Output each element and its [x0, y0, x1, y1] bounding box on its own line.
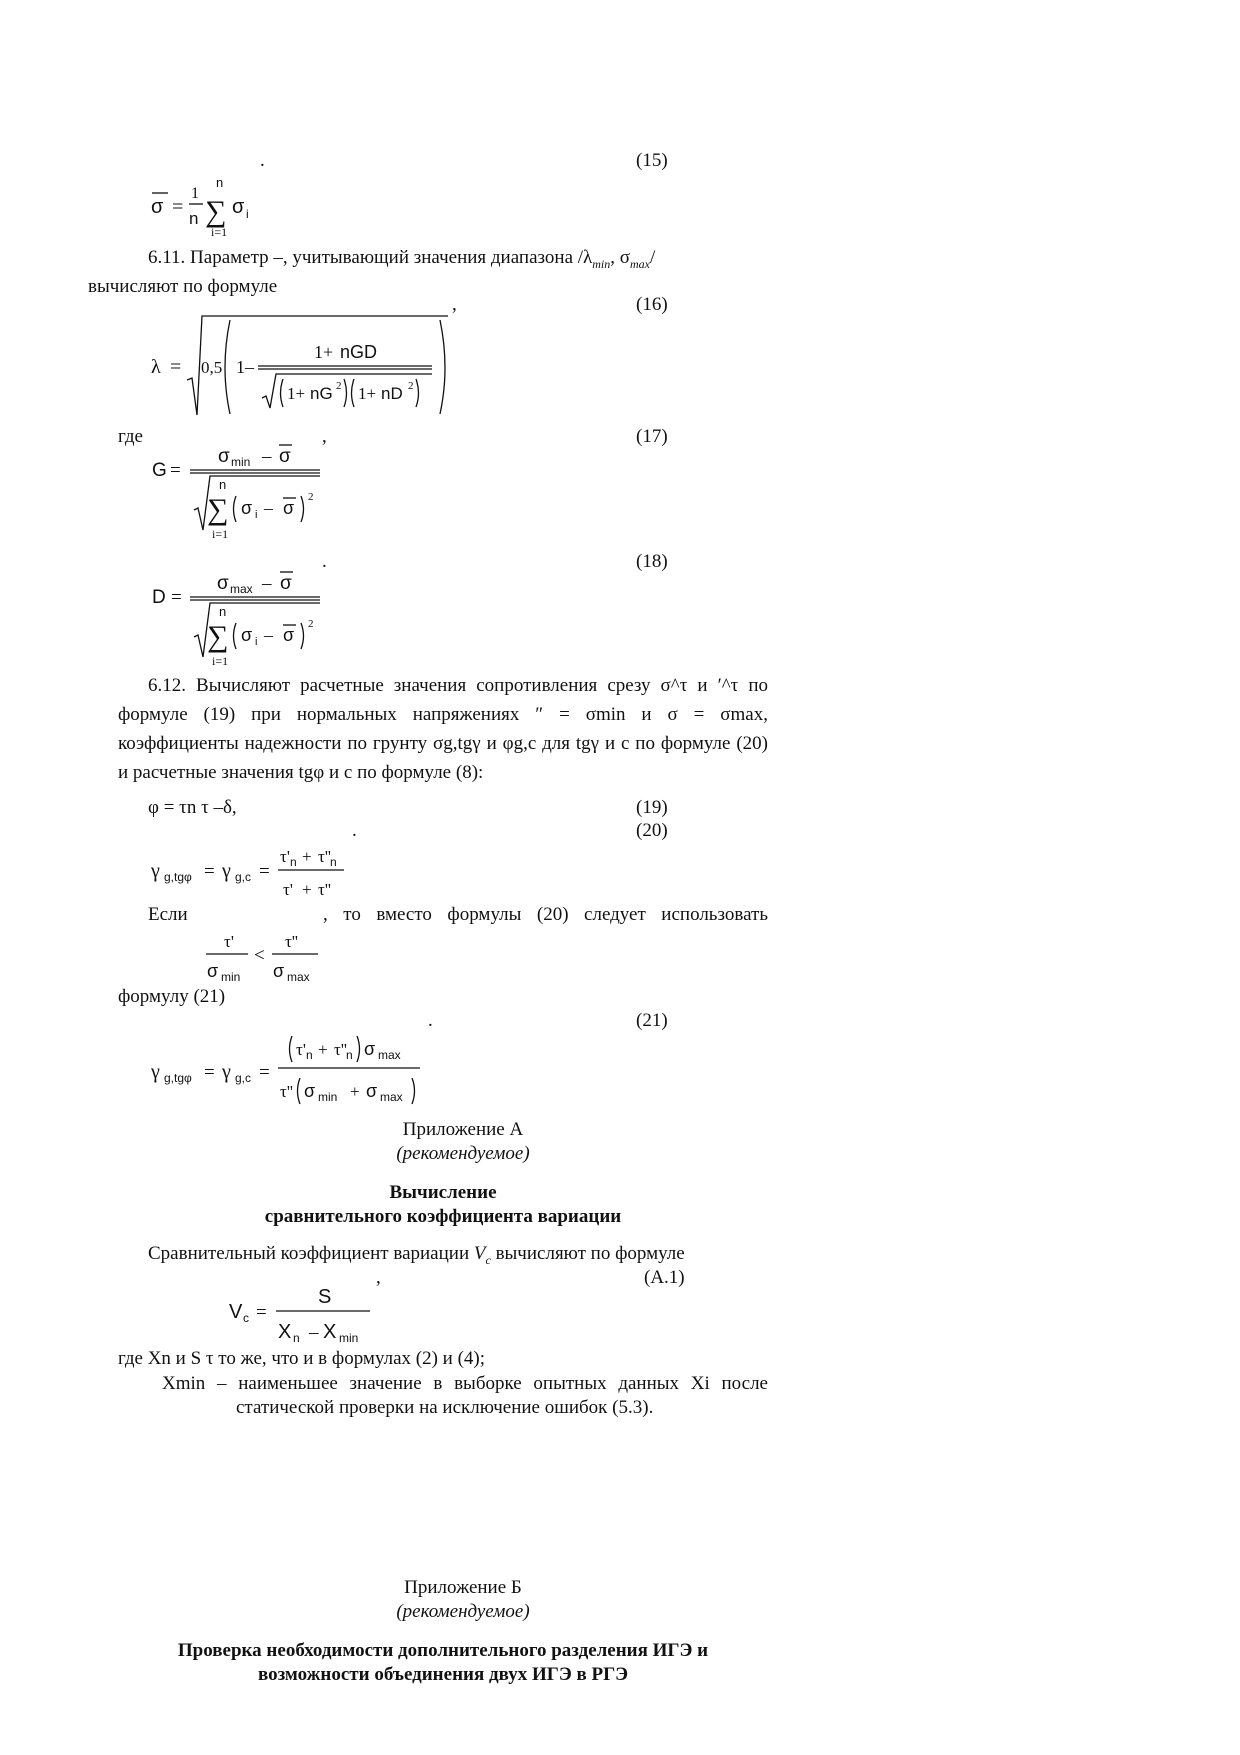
eq16-comma: , [452, 294, 457, 315]
svg-text:–: – [264, 498, 273, 518]
svg-text:–: – [264, 625, 273, 645]
svg-text:n: n [219, 477, 227, 492]
svg-text:σ: σ [366, 1081, 378, 1101]
appendix-b-title: Приложение Б [404, 1577, 522, 1598]
svg-text:n: n [216, 175, 224, 190]
svg-text:g,tgφ: g,tgφ [164, 870, 192, 884]
eq19-text: φ = τn τ –δ, [148, 797, 237, 818]
svg-text:τ'': τ'' [334, 1040, 347, 1059]
eq20-number: (20) [636, 820, 668, 841]
p611-max: max [630, 256, 651, 271]
svg-text:σ: σ [273, 961, 285, 981]
svg-text:σ: σ [304, 1081, 316, 1101]
svg-text:σ: σ [151, 196, 164, 218]
svg-text:<: < [254, 945, 265, 966]
gde-label: где [118, 426, 143, 447]
svg-text:i: i [255, 509, 258, 521]
svg-text:1+: 1+ [314, 342, 334, 362]
svg-text:min: min [221, 970, 241, 984]
svg-text:γ: γ [222, 1061, 231, 1083]
svg-text:τ'': τ'' [280, 1082, 293, 1101]
svg-text:σ: σ [241, 498, 253, 518]
p611-min: min [592, 256, 611, 271]
svg-text:min: min [231, 455, 251, 469]
svg-text:γ: γ [222, 860, 231, 882]
svg-text:i: i [255, 636, 258, 648]
svg-text:g,c: g,c [235, 870, 252, 884]
intro-vc: V [473, 1243, 486, 1264]
svg-text:max: max [378, 1048, 401, 1062]
appendix-a-where: где Xn и S τ то же, что и в формулах (2) и (4); [118, 1348, 486, 1369]
svg-text:=: = [172, 196, 184, 218]
eq15-number: (15) [636, 150, 668, 171]
svg-text:n: n [293, 1331, 300, 1345]
svg-text:min: min [339, 1331, 359, 1345]
svg-text:∑: ∑ [205, 195, 227, 228]
svg-text:σ: σ [283, 498, 295, 518]
eqa1-number: (А.1) [644, 1267, 685, 1288]
svg-text:min: min [318, 1090, 338, 1104]
svg-text:σ: σ [283, 625, 295, 645]
svg-text:=: = [170, 356, 182, 378]
svg-text:+: + [350, 1082, 360, 1101]
svg-text:σ: σ [280, 573, 292, 594]
eq21-dot: . [428, 1010, 433, 1031]
appendix-a-xmin-line2: статической проверки на исключение ошибок (5.3). [236, 1397, 654, 1418]
esli-tail: , то вместо формулы (20) следует использовать [323, 904, 768, 925]
formulu-21-label: формулу (21) [118, 986, 226, 1007]
appendix-b-heading-2: возможности объединения двух ИГЭ в РГЭ [257, 1664, 629, 1685]
svg-text:τ': τ' [224, 932, 234, 951]
p611-end: / [650, 247, 656, 268]
svg-text:=: = [259, 1062, 270, 1083]
svg-text:2: 2 [408, 380, 414, 392]
eq17-comma: , [322, 426, 327, 447]
svg-text:n: n [346, 1048, 353, 1062]
svg-text:γ: γ [151, 1061, 160, 1083]
eq18-number: (18) [636, 551, 668, 572]
eq18-dot: . [322, 551, 327, 572]
svg-text:i=1: i=1 [212, 654, 229, 668]
svg-text:τ'': τ'' [318, 880, 331, 899]
svg-text:X: X [323, 1321, 337, 1343]
svg-text:n: n [219, 604, 227, 619]
svg-text:2: 2 [336, 380, 342, 392]
p611-text: 6.11. Параметр –, учитывающий значения диапазона / [148, 247, 584, 268]
svg-text:S: S [318, 1286, 332, 1308]
eq16-number: (16) [636, 294, 668, 315]
svg-text:τ'': τ'' [318, 847, 331, 866]
svg-text:=: = [204, 1062, 215, 1083]
svg-text:τ'': τ'' [285, 932, 298, 951]
svg-text:D: D [152, 587, 166, 608]
svg-text:∑: ∑ [207, 620, 229, 653]
paragraph-6-12: 6.12. Вычисляют расчетные значения сопротивления срезу σ^τ и ′^τ по формуле (19) при нормальных напряжениях ″ = σmin и σ = σmax, коэффициенты надежности по грунту σg,tgγ и φg,c для tgγ и c по формуле (20) и расчетные значения tgφ и c по формуле (8): [118, 675, 768, 783]
intro-vc-sub: c [485, 1252, 491, 1267]
eq15-dot: . [260, 150, 265, 171]
svg-text:n: n [306, 1048, 313, 1062]
svg-text:σ: σ [232, 196, 245, 218]
appendix-a-heading-2: сравнительного коэффициента вариации [264, 1206, 622, 1227]
svg-text:n: n [290, 855, 297, 869]
svg-text:g,c: g,c [235, 1071, 252, 1085]
svg-text:τ': τ' [296, 1040, 306, 1059]
svg-text:1+: 1+ [358, 384, 377, 403]
svg-text:nD: nD [381, 384, 403, 403]
svg-text:σ: σ [207, 961, 219, 981]
svg-text:λ: λ [151, 356, 161, 378]
eq20-dot: . [352, 820, 357, 841]
esli-label: Если [148, 904, 188, 925]
svg-text:=: = [171, 587, 182, 608]
svg-text:G: G [152, 460, 167, 481]
svg-text:1–: 1– [236, 357, 254, 377]
svg-text:σ: σ [217, 573, 229, 594]
svg-text:=: = [204, 861, 215, 882]
svg-text:γ: γ [151, 860, 160, 882]
svg-text:1: 1 [191, 185, 199, 202]
eqa1-comma: , [376, 1267, 381, 1288]
svg-text:=: = [259, 861, 270, 882]
svg-text:nGD: nGD [340, 342, 378, 362]
appendix-a-subtitle: (рекомендуемое) [396, 1143, 530, 1164]
svg-text:2: 2 [308, 618, 314, 630]
eq17-number: (17) [636, 426, 668, 447]
svg-text:=: = [256, 1302, 267, 1323]
svg-text:=: = [170, 460, 181, 481]
svg-text:1+: 1+ [287, 384, 306, 403]
p611-sep: , σ [610, 247, 631, 268]
appendix-b-subtitle: (рекомендуемое) [396, 1601, 530, 1622]
intro-text: Сравнительный коэффициент вариации [148, 1243, 470, 1264]
svg-text:max: max [230, 582, 253, 596]
svg-text:+: + [302, 847, 312, 866]
appendix-a-xmin-line1: Xmin – наименьшее значение в выборке опытных данных Xi после [162, 1373, 768, 1394]
svg-text:σ: σ [279, 446, 291, 467]
intro-tail: вычисляют по формуле [495, 1243, 685, 1264]
svg-text:σ: σ [364, 1039, 376, 1059]
svg-text:n: n [330, 855, 337, 869]
svg-text:X: X [278, 1321, 292, 1343]
svg-text:+: + [302, 880, 312, 899]
svg-text:i=1: i=1 [212, 527, 229, 541]
svg-text:nG: nG [310, 384, 333, 403]
svg-text:g,tgφ: g,tgφ [164, 1071, 192, 1085]
svg-text:0,5: 0,5 [201, 358, 223, 377]
svg-text:c: c [243, 1311, 249, 1325]
svg-text:σ: σ [218, 446, 230, 467]
svg-text:σ: σ [241, 625, 253, 645]
svg-text:max: max [287, 970, 310, 984]
svg-text:+: + [318, 1040, 328, 1059]
svg-text:∑: ∑ [207, 493, 229, 526]
svg-text:n: n [189, 209, 199, 228]
eq21-number: (21) [636, 1010, 668, 1031]
p611-lambda: λ [583, 247, 593, 268]
appendix-a-title: Приложение А [402, 1119, 524, 1140]
appendix-b-heading-1: Проверка необходимости дополнительного разделения ИГЭ и [177, 1640, 709, 1661]
svg-text:τ': τ' [283, 880, 293, 899]
svg-text:max: max [380, 1090, 403, 1104]
svg-text:i=1: i=1 [211, 225, 228, 239]
p611-line2: вычисляют по формуле [88, 275, 278, 297]
eq19-number: (19) [636, 797, 668, 818]
svg-text:–: – [309, 1322, 319, 1343]
svg-text:2: 2 [308, 491, 314, 503]
svg-text:i: i [246, 207, 249, 221]
svg-text:–: – [262, 573, 272, 594]
svg-text:–: – [262, 446, 272, 467]
svg-text:V: V [229, 1301, 243, 1323]
svg-text:τ': τ' [280, 847, 290, 866]
appendix-a-heading-1: Вычисление [389, 1182, 497, 1203]
